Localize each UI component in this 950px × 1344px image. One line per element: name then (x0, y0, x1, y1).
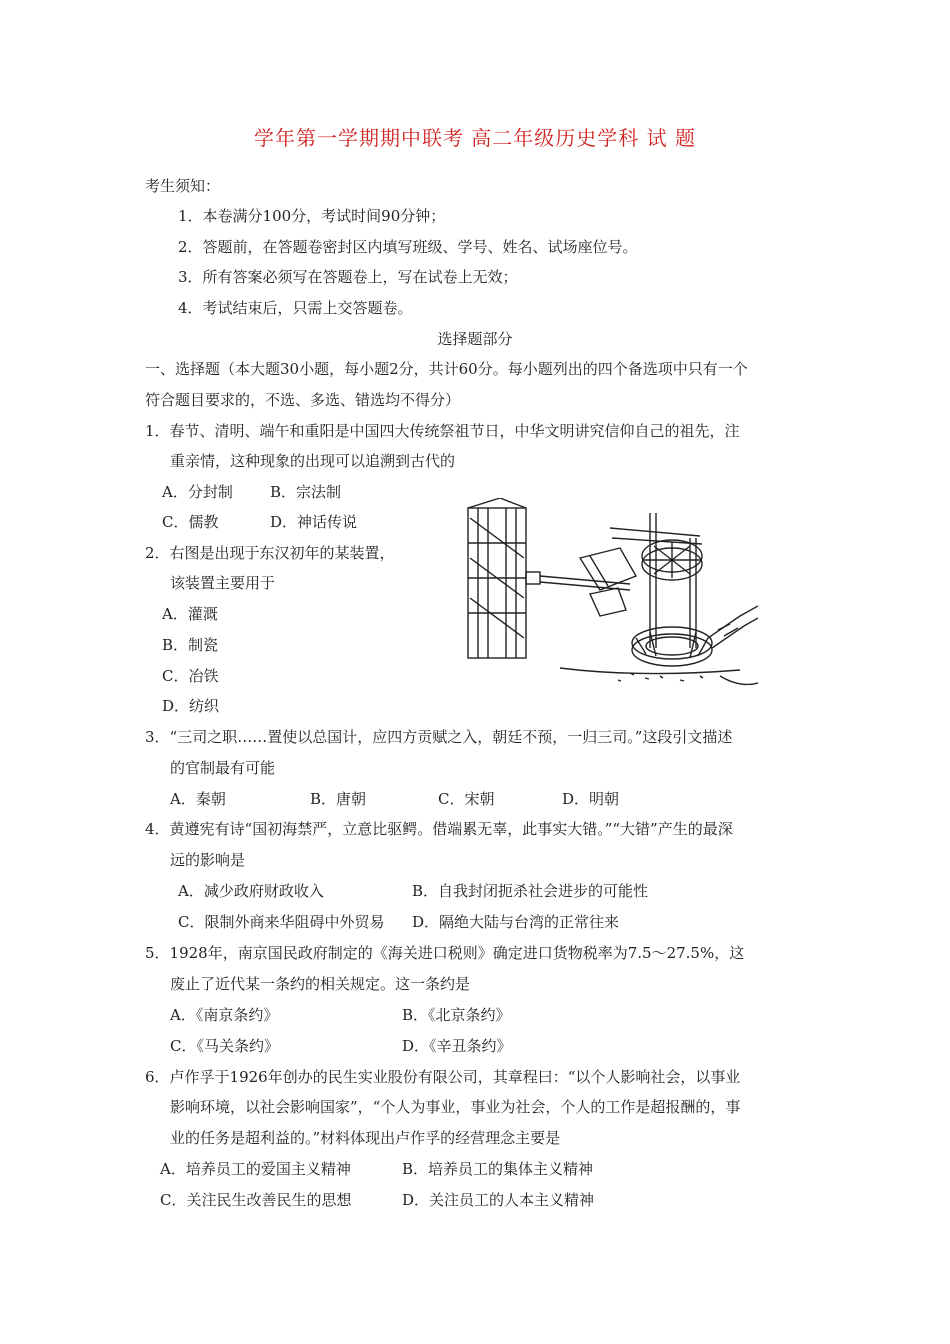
option-a: A．灌溉 (162, 605, 218, 623)
question-text: 6．卢作孚于1926年创办的民生实业股份有限公司，其章程曰：“以个人影响社会，以事业 (145, 1068, 741, 1086)
question-text: 业的任务是超利益的。”材料体现出卢作孚的经营理念主要是 (170, 1129, 561, 1147)
notice-item: 3．所有答案必须写在答题卷上，写在试卷上无效； (178, 268, 518, 286)
section-title: 选择题部分 (437, 330, 513, 348)
notice-item: 2．答题前，在答题卷密封区内填写班级、学号、姓名、试场座位号。 (178, 238, 638, 256)
option-c: C．限制外商来华阻碍中外贸易 (178, 913, 385, 931)
option-d: D．《辛丑条约》 (402, 1037, 512, 1055)
option-a: A．秦朝 (170, 790, 226, 808)
option-b: B．宗法制 (270, 483, 342, 501)
option-c: C．宋朝 (438, 790, 495, 808)
water-bellows-illustration (440, 498, 758, 698)
option-a: A．培养员工的爱国主义精神 (160, 1160, 351, 1178)
question-text: 2．右图是出现于东汉初年的某装置， (145, 544, 395, 562)
question-text: 废止了近代某一条约的相关规定。这一条约是 (170, 975, 471, 993)
notice-heading: 考生须知： (145, 177, 221, 195)
question-text: 重亲情，这种现象的出现可以追溯到古代的 (170, 452, 456, 470)
question-text: 3．“三司之职……置使以总国计，应四方贡赋之入，朝廷不预，一归三司。”这段引文描述 (145, 728, 733, 746)
option-a: A．减少政府财政收入 (178, 882, 324, 900)
question-text: 的官制最有可能 (170, 759, 276, 777)
section-intro: 一、选择题（本大题30小题，每小题2分，共计60分。每小题列出的四个备选项中只有一个 (145, 360, 748, 378)
option-b: B．制瓷 (162, 636, 219, 654)
option-b: B．自我封闭扼杀社会进步的可能性 (412, 882, 649, 900)
option-d: D．纺织 (162, 697, 220, 715)
option-a: A．《南京条约》 (170, 1006, 279, 1024)
question-text: 远的影响是 (170, 851, 246, 869)
option-c: C．《马关条约》 (170, 1037, 279, 1055)
option-d: D．关注员工的人本主义精神 (402, 1191, 595, 1209)
exam-title: 学年第一学期期中联考 高二年级历史学科 试 题 (253, 126, 697, 150)
option-b: B．唐朝 (310, 790, 367, 808)
option-b: B．培养员工的集体主义精神 (402, 1160, 594, 1178)
question-text: 5．1928年，南京国民政府制定的《海关进口税则》确定进口货物税率为7.5～27.5%，这 (145, 944, 745, 962)
notice-item: 1．本卷满分100分，考试时间90分钟； (178, 207, 446, 225)
option-c: C．儒教 (162, 513, 219, 531)
question-text: 1．春节、清明、端午和重阳是中国四大传统祭祖节日，中华文明讲究信仰自己的祖先，注 (145, 422, 740, 440)
option-c: C．冶铁 (162, 667, 219, 685)
option-c: C．关注民生改善民生的思想 (160, 1191, 352, 1209)
option-d: D．神话传说 (270, 513, 358, 531)
option-d: D．隔绝大陆与台湾的正常往来 (412, 913, 620, 931)
question-text: 影响环境，以社会影响国家”，“个人为事业，事业为社会，个人的工作是超报酬的，事 (170, 1098, 741, 1116)
option-a: A．分封制 (162, 483, 233, 501)
question-text: 该装置主要用于 (170, 574, 276, 592)
option-b: B．《北京条约》 (402, 1006, 511, 1024)
notice-item: 4．考试结束后，只需上交答题卷。 (178, 299, 413, 317)
question-text: 4．黄遵宪有诗“国初海禁严，立意比驱鳄。借端累无辜，此事实大错。”“大错”产生的最深 (145, 820, 733, 838)
option-d: D．明朝 (562, 790, 620, 808)
section-intro: 符合题目要求的，不选、多选、错选均不得分） (145, 391, 461, 409)
